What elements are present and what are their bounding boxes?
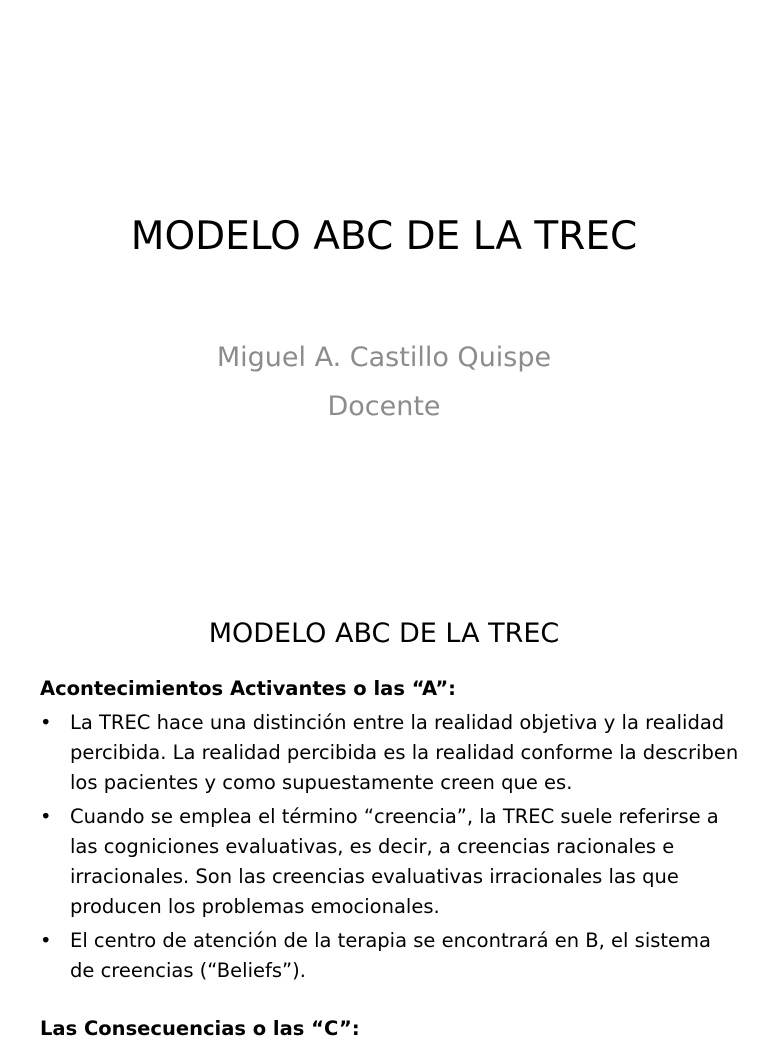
bullet-text: El centro de atención de la terapia se encontrará en B, el sistema de creencias (“Beliefs”). bbox=[70, 929, 711, 982]
slide-body bbox=[40, 674, 740, 1048]
bullet-text: La TREC hace una distinción entre la realidad objetiva y la realidad percibida. La realidad percibida es la realidad conforme la describen los pacientes y como supuestamente creen que es. bbox=[70, 711, 739, 794]
bullet-item bbox=[40, 708, 740, 798]
bullet-text: Cuando se emplea el término “creencia”, la TREC suele referirse a las cogniciones evaluativas, es decir, a creencias racionales e irracionales. Son las creencias evaluativas irracionales las que producen los problemas emocionales. bbox=[70, 805, 719, 918]
presentation-title: MODELO ABC DE LA TREC bbox=[130, 214, 638, 259]
content-slide bbox=[0, 576, 768, 1040]
bullet-item bbox=[40, 926, 740, 986]
subtitle-block bbox=[0, 333, 768, 431]
author-role: Docente bbox=[327, 391, 441, 422]
bullet-item bbox=[40, 802, 740, 922]
section-heading-a: Acontecimientos Activantes o las “A”: bbox=[40, 677, 456, 700]
bullet-icon: • bbox=[40, 711, 52, 734]
bullet-list bbox=[40, 708, 740, 986]
bullet-icon: • bbox=[40, 805, 52, 828]
bullet-icon: • bbox=[40, 929, 52, 952]
section-heading-c: Las Consecuencias o las “C”: bbox=[40, 1017, 360, 1040]
author-name: Miguel A. Castillo Quispe bbox=[216, 342, 552, 373]
slide-title: MODELO ABC DE LA TREC bbox=[208, 618, 560, 649]
